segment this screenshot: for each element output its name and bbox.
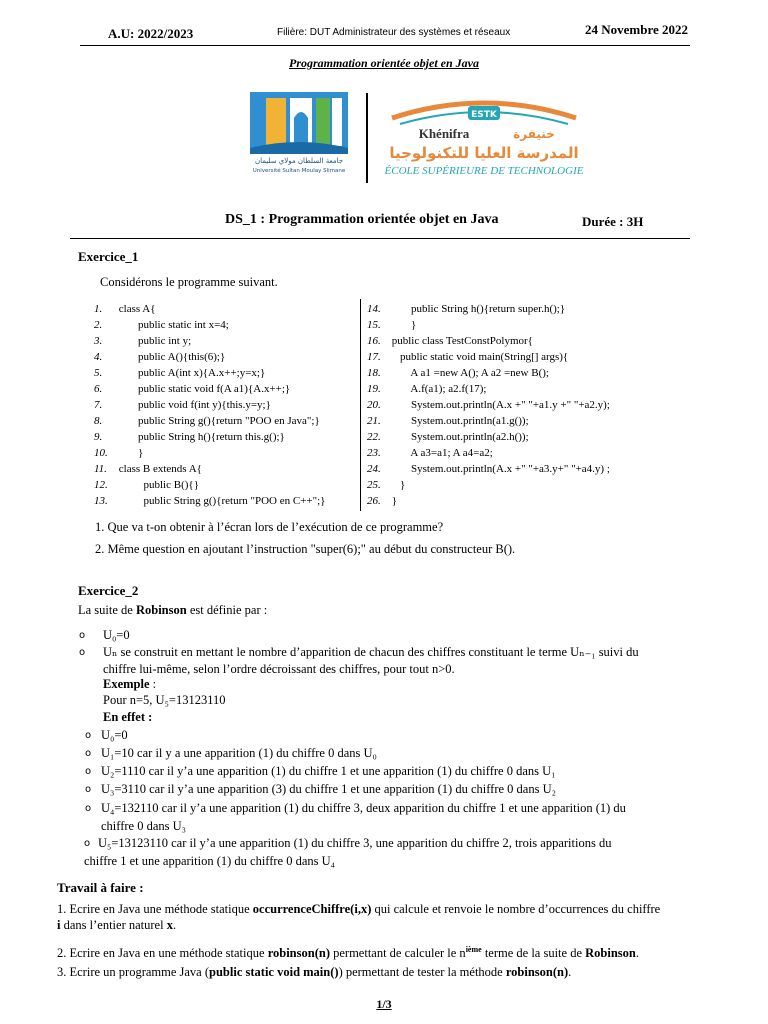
svg-text:المدرسة العليا للتكنولوجيا: المدرسة العليا للتكنولوجيا — [389, 144, 579, 162]
code-line-text: System.out.println(a2.h()); — [389, 431, 529, 443]
code-line-number: 13. — [94, 495, 108, 507]
code-line-number: 19. — [367, 383, 381, 395]
code-line — [94, 493, 325, 509]
svg-text:Khénifra: Khénifra — [418, 126, 470, 141]
code-line-number: 25. — [367, 479, 381, 491]
logo-divider — [366, 93, 368, 183]
question-2: 2. Même question en ajoutant l’instruction "super(6);" au début du constructeur B(). — [95, 542, 516, 556]
code-line — [367, 413, 610, 429]
exam-duration: Durée : 3H — [582, 214, 644, 229]
academic-year: A.U: 2022/2023 — [108, 26, 194, 41]
step-u5: o U₅=13123110 car il y’a une apparition (1) du chiffre 3, une apparition du chiffre 2, trois apparitions du — [84, 836, 612, 850]
svg-text:خنيفرة: خنيفرة — [513, 127, 555, 141]
code-line — [367, 429, 610, 445]
code-line-text: public void f(int y){this.y=y;} — [116, 399, 271, 411]
step-u4: o U₄=132110 car il y’a une apparition (1) du chiffre 3, deux apparition du chiffre 1 et une apparition (1) du — [85, 801, 626, 815]
code-line-text: public static void main(String[] args){ — [389, 351, 569, 363]
code-line-text: System.out.println(A.x +" "+a1.y +" "+a2.y); — [389, 399, 610, 411]
code-line-number: 5. — [94, 367, 103, 379]
code-line-text: public B(){} — [116, 479, 199, 491]
code-line — [367, 461, 610, 477]
exam-date: 24 Novembre 2022 — [585, 22, 689, 37]
code-line-number: 4. — [94, 351, 103, 363]
code-line-text: class B extends A{ — [116, 463, 202, 475]
question-1: 1. Que va t-on obtenir à l’écran lors de l’exécution de ce programme? — [95, 520, 444, 534]
code-line-number: 24. — [367, 463, 381, 475]
code-line — [94, 477, 325, 493]
code-line — [367, 317, 610, 333]
step-u1: o U₁=10 car il y a une apparition (1) du chiffre 0 dans U₀ — [85, 746, 377, 760]
code-line-text: public class TestConstPolymor{ — [389, 335, 533, 347]
code-line-text: A.f(a1); a2.f(17); — [389, 383, 487, 395]
header-divider — [80, 45, 690, 46]
ds-title: DS_1 : Programmation orientée objet en Java — [225, 212, 499, 227]
definition-u0: o U₀=0 — [79, 628, 130, 642]
code-line-number: 26. — [367, 495, 381, 507]
university-logo — [244, 88, 354, 176]
step-u4-cont: chiffre 0 dans U₃ — [101, 819, 187, 833]
code-column-divider — [360, 299, 361, 511]
code-line-number: 22. — [367, 431, 381, 443]
definition-un: o Uₙ se construit en mettant le nombre d’apparition de chacun des chiffres constituant le terme Uₙ₋₁ suivi du — [79, 645, 639, 659]
exercise-1-intro: Considérons le programme suivant. — [100, 275, 278, 289]
code-line-text: public String g(){return "POO en Java";} — [116, 415, 320, 427]
code-line — [94, 413, 325, 429]
en-effet-label: En effet : — [103, 710, 153, 724]
code-line-text: } — [389, 495, 398, 507]
code-line — [94, 349, 325, 365]
code-right-column — [367, 301, 610, 509]
code-line-text: public static void f(A a1){A.x++;} — [116, 383, 291, 395]
code-line-text: System.out.println(A.x +" "+a3.y+" "+a4.y) ; — [389, 463, 610, 475]
exercise-2-intro: La suite de Robinson est définie par : — [78, 603, 268, 617]
code-line — [94, 301, 325, 317]
code-line-text: public String g(){return "POO en C++";} — [116, 495, 326, 507]
svg-text:جامعة السلطان مولاي سليمان: جامعة السلطان مولاي سليمان — [254, 157, 344, 165]
code-left-column — [94, 301, 325, 509]
code-line-number: 9. — [94, 431, 103, 443]
code-line — [367, 349, 610, 365]
code-line — [94, 381, 325, 397]
code-line-number: 15. — [367, 319, 381, 331]
code-line-number: 7. — [94, 399, 103, 411]
code-line-text: public int y; — [116, 335, 192, 347]
code-line-number: 16. — [367, 335, 381, 347]
code-line-number: 14. — [367, 303, 381, 315]
definition-un-cont: chiffre lui-même, selon l’ordre décroissant des chiffres, pour tout n>0. — [103, 662, 455, 676]
code-line — [367, 301, 610, 317]
code-line-text: public A(int x){A.x++;y=x;} — [116, 367, 266, 379]
code-line-number: 6. — [94, 383, 103, 395]
code-line-number: 17. — [367, 351, 381, 363]
estk-logo — [384, 92, 584, 180]
code-line-text: System.out.println(a1.g()); — [389, 415, 529, 427]
university-name: Université Sultan Moulay Slimane — [252, 168, 346, 174]
code-line-number: 1. — [94, 303, 103, 315]
code-line-text: public static int x=4; — [116, 319, 229, 331]
task-1-cont: i dans l’entier naturel x. — [57, 918, 177, 932]
code-line-number: 12. — [94, 479, 108, 491]
code-line-text: public A(){this(6);} — [116, 351, 226, 363]
code-line — [94, 397, 325, 413]
task-2: 2. Ecrire en Java en une méthode statique robinson(n) permettant de calculer le $n^{ième}$ terme de la suite de Robinson. — [57, 944, 639, 960]
code-line-number: 10. — [94, 447, 108, 459]
code-line-text: class A{ — [116, 303, 156, 315]
code-line — [367, 381, 610, 397]
travail-title: Travail à faire : — [57, 880, 144, 895]
exercise-1-title: Exercice_1 — [78, 249, 139, 264]
code-line — [367, 397, 610, 413]
code-line — [94, 365, 325, 381]
code-line — [94, 461, 325, 477]
code-line-text: } — [389, 479, 406, 491]
step-u2: o U₂=1110 car il y’a une apparition (1) du chiffre 1 et une apparition (1) du chiffre 0 dans U₁ — [85, 764, 556, 778]
svg-text:ESTK: ESTK — [471, 110, 497, 120]
title-divider — [70, 238, 690, 239]
code-line-number: 2. — [94, 319, 103, 331]
program-name: Filière: DUT Administrateur des systèmes et réseaux — [277, 27, 511, 38]
code-line — [367, 333, 610, 349]
code-line-text: A a1 =new A(); A a2 =new B(); — [389, 367, 549, 379]
code-line — [367, 493, 610, 509]
code-line-number: 3. — [94, 335, 103, 347]
page-number: 1/3 — [376, 997, 392, 1011]
svg-text:ÉCOLE SUPÉRIEURE DE TECHNOLOGI: ÉCOLE SUPÉRIEURE DE TECHNOLOGIE — [384, 165, 584, 177]
subject-title: Programmation orientée objet en Java — [289, 56, 479, 70]
code-line-text: } — [116, 447, 144, 459]
code-line-text: public String h(){return super.h();} — [389, 303, 566, 315]
code-line — [94, 333, 325, 349]
code-line — [367, 477, 610, 493]
code-line-text: A a3=a1; A a4=a2; — [389, 447, 493, 459]
exercise-2-title: Exercice_2 — [78, 583, 139, 598]
code-line — [367, 445, 610, 461]
code-line-number: 11. — [94, 463, 107, 475]
code-line — [94, 317, 325, 333]
code-line-text: public String h(){return this.g();} — [116, 431, 285, 443]
step-u5-cont: chiffre 1 et une apparition (1) du chiffre 0 dans U₄ — [84, 854, 336, 868]
code-line-text: } — [389, 319, 417, 331]
step-u0: o U₀=0 — [85, 728, 128, 742]
task-1: 1. Ecrire en Java une méthode statique occurrenceChiffre(i,x) qui calcule et renvoie le nombre d’occurrences du chiffre — [57, 902, 661, 916]
code-line-number: 20. — [367, 399, 381, 411]
example-line: Pour n=5, U₅=13123110 — [103, 693, 226, 707]
step-u3: o U₃=3110 car il y’a une apparition (3) du chiffre 1 et une apparition (1) du chiffre 0 dans U₂ — [85, 782, 556, 796]
code-line-number: 8. — [94, 415, 103, 427]
code-line-number: 18. — [367, 367, 381, 379]
code-line-number: 23. — [367, 447, 381, 459]
code-line — [94, 429, 325, 445]
code-line — [367, 365, 610, 381]
code-line — [94, 445, 325, 461]
code-line-number: 21. — [367, 415, 381, 427]
example-label: Exemple : — [103, 677, 157, 691]
task-3: 3. Ecrire un programme Java (public static void main()) permettant de tester la méthode robinson(n). — [57, 965, 572, 979]
